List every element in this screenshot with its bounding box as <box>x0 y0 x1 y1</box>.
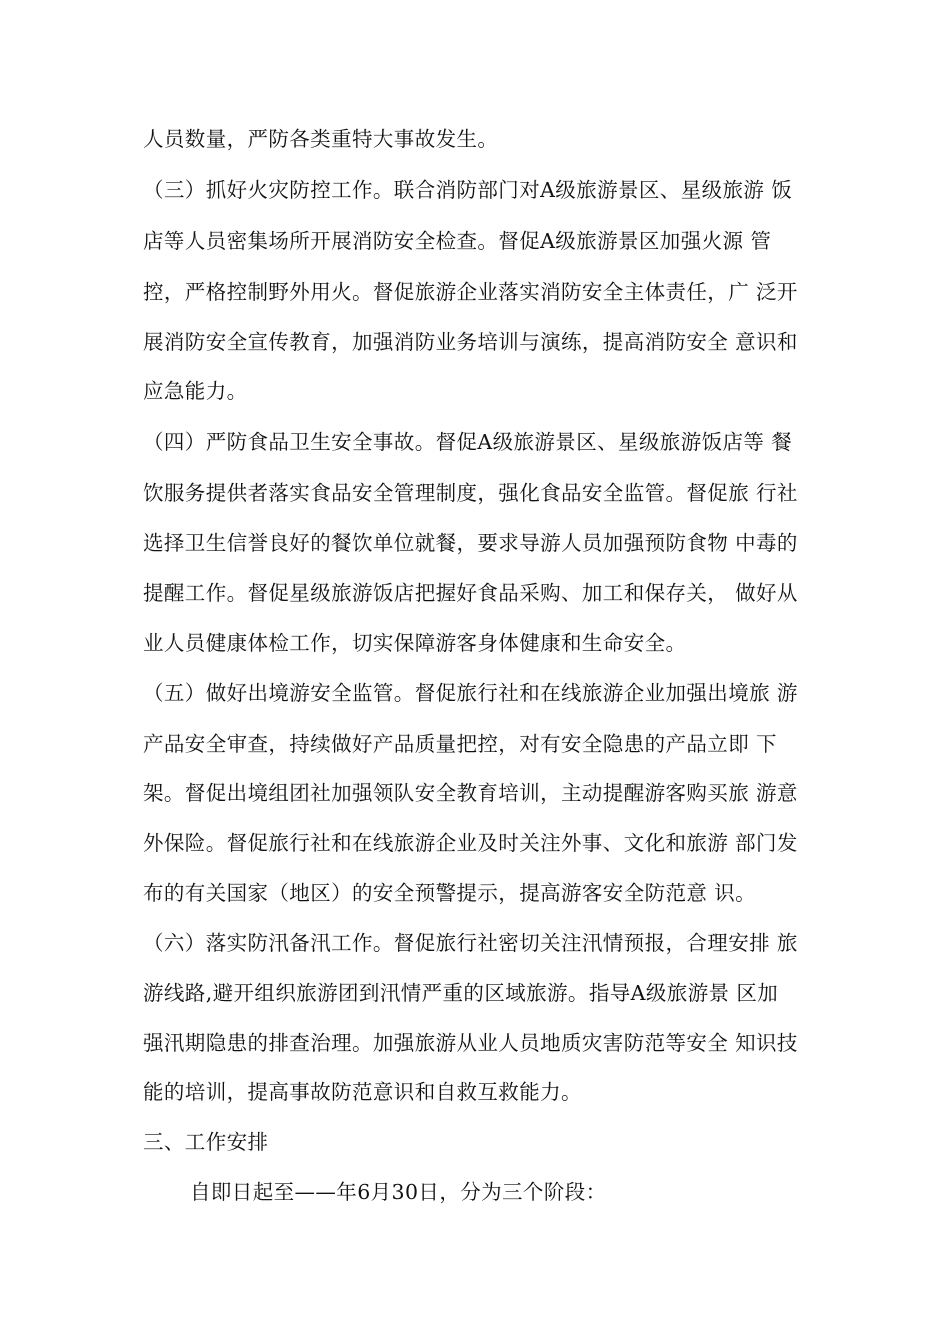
text-line-4: 控，严格控制野外用火。督促旅游企业落实消防安全主体责任，广 泛开 <box>143 280 798 304</box>
text-line-12: （五）做好出境游安全监管。督促旅行社和在线旅游企业加强出境旅 游 <box>143 681 798 705</box>
text-line-9: 选择卫生信誉良好的餐饮单位就餐，要求导游人员加强预防食物 中毒的 <box>143 531 798 555</box>
text-line-6: 应急能力。 <box>143 379 248 403</box>
text-line-13: 产品安全审查，持续做好产品质量把控，对有安全隐患的产品立即 下 <box>143 732 777 756</box>
text-line-2: （三）抓好火灾防控工作。联合消防部门对A级旅游景区、星级旅游 饭 <box>143 178 793 202</box>
text-line-20: 能的培训，提高事故防范意识和自救互救能力。 <box>143 1080 582 1104</box>
text-line-11: 业人员健康体检工作，切实保障游客身体健康和生命安全。 <box>143 631 687 655</box>
text-line-3: 店等人员密集场所开展消防安全检查。督促A级旅游景区加强火源 管 <box>143 229 772 253</box>
text-line-19: 强汛期隐患的排查治理。加强旅游从业人员地质灾害防范等安全 知识技 <box>143 1031 798 1055</box>
text-line-18: 游线路,避开组织旅游团到汛情严重的区域旅游。指导A级旅游景 区加 <box>143 981 779 1005</box>
text-line-22: 自即日起至——年6月30日，分为三个阶段： <box>190 1180 607 1204</box>
text-line-5: 展消防安全宣传教育，加强消防业务培训与演练，提高消防安全 意识和 <box>143 330 798 354</box>
text-line-15: 外保险。督促旅行社和在线旅游企业及时关注外事、文化和旅游 部门发 <box>143 831 798 855</box>
section-heading: 三、工作安排 <box>143 1130 269 1154</box>
text-line-7: （四）严防食品卫生安全事故。督促A级旅游景区、星级旅游饭店等 餐 <box>143 430 793 454</box>
text-line-1: 人员数量，严防各类重特大事故发生。 <box>143 127 499 151</box>
text-line-16: 布的有关国家（地区）的安全预警提示，提高游客安全防范意 识。 <box>143 881 757 905</box>
text-line-17: （六）落实防汛备汛工作。督促旅行社密切关注汛情预报，合理安排 旅 <box>143 931 798 955</box>
text-line-8: 饮服务提供者落实食品安全管理制度，强化食品安全监管。督促旅 行社 <box>143 481 798 505</box>
text-line-10: 提醒工作。督促星级旅游饭店把握好食品采购、加工和保存关， 做好从 <box>143 581 798 605</box>
text-line-14: 架。督促出境组团社加强领队安全教育培训，主动提醒游客购买旅 游意 <box>143 781 798 805</box>
